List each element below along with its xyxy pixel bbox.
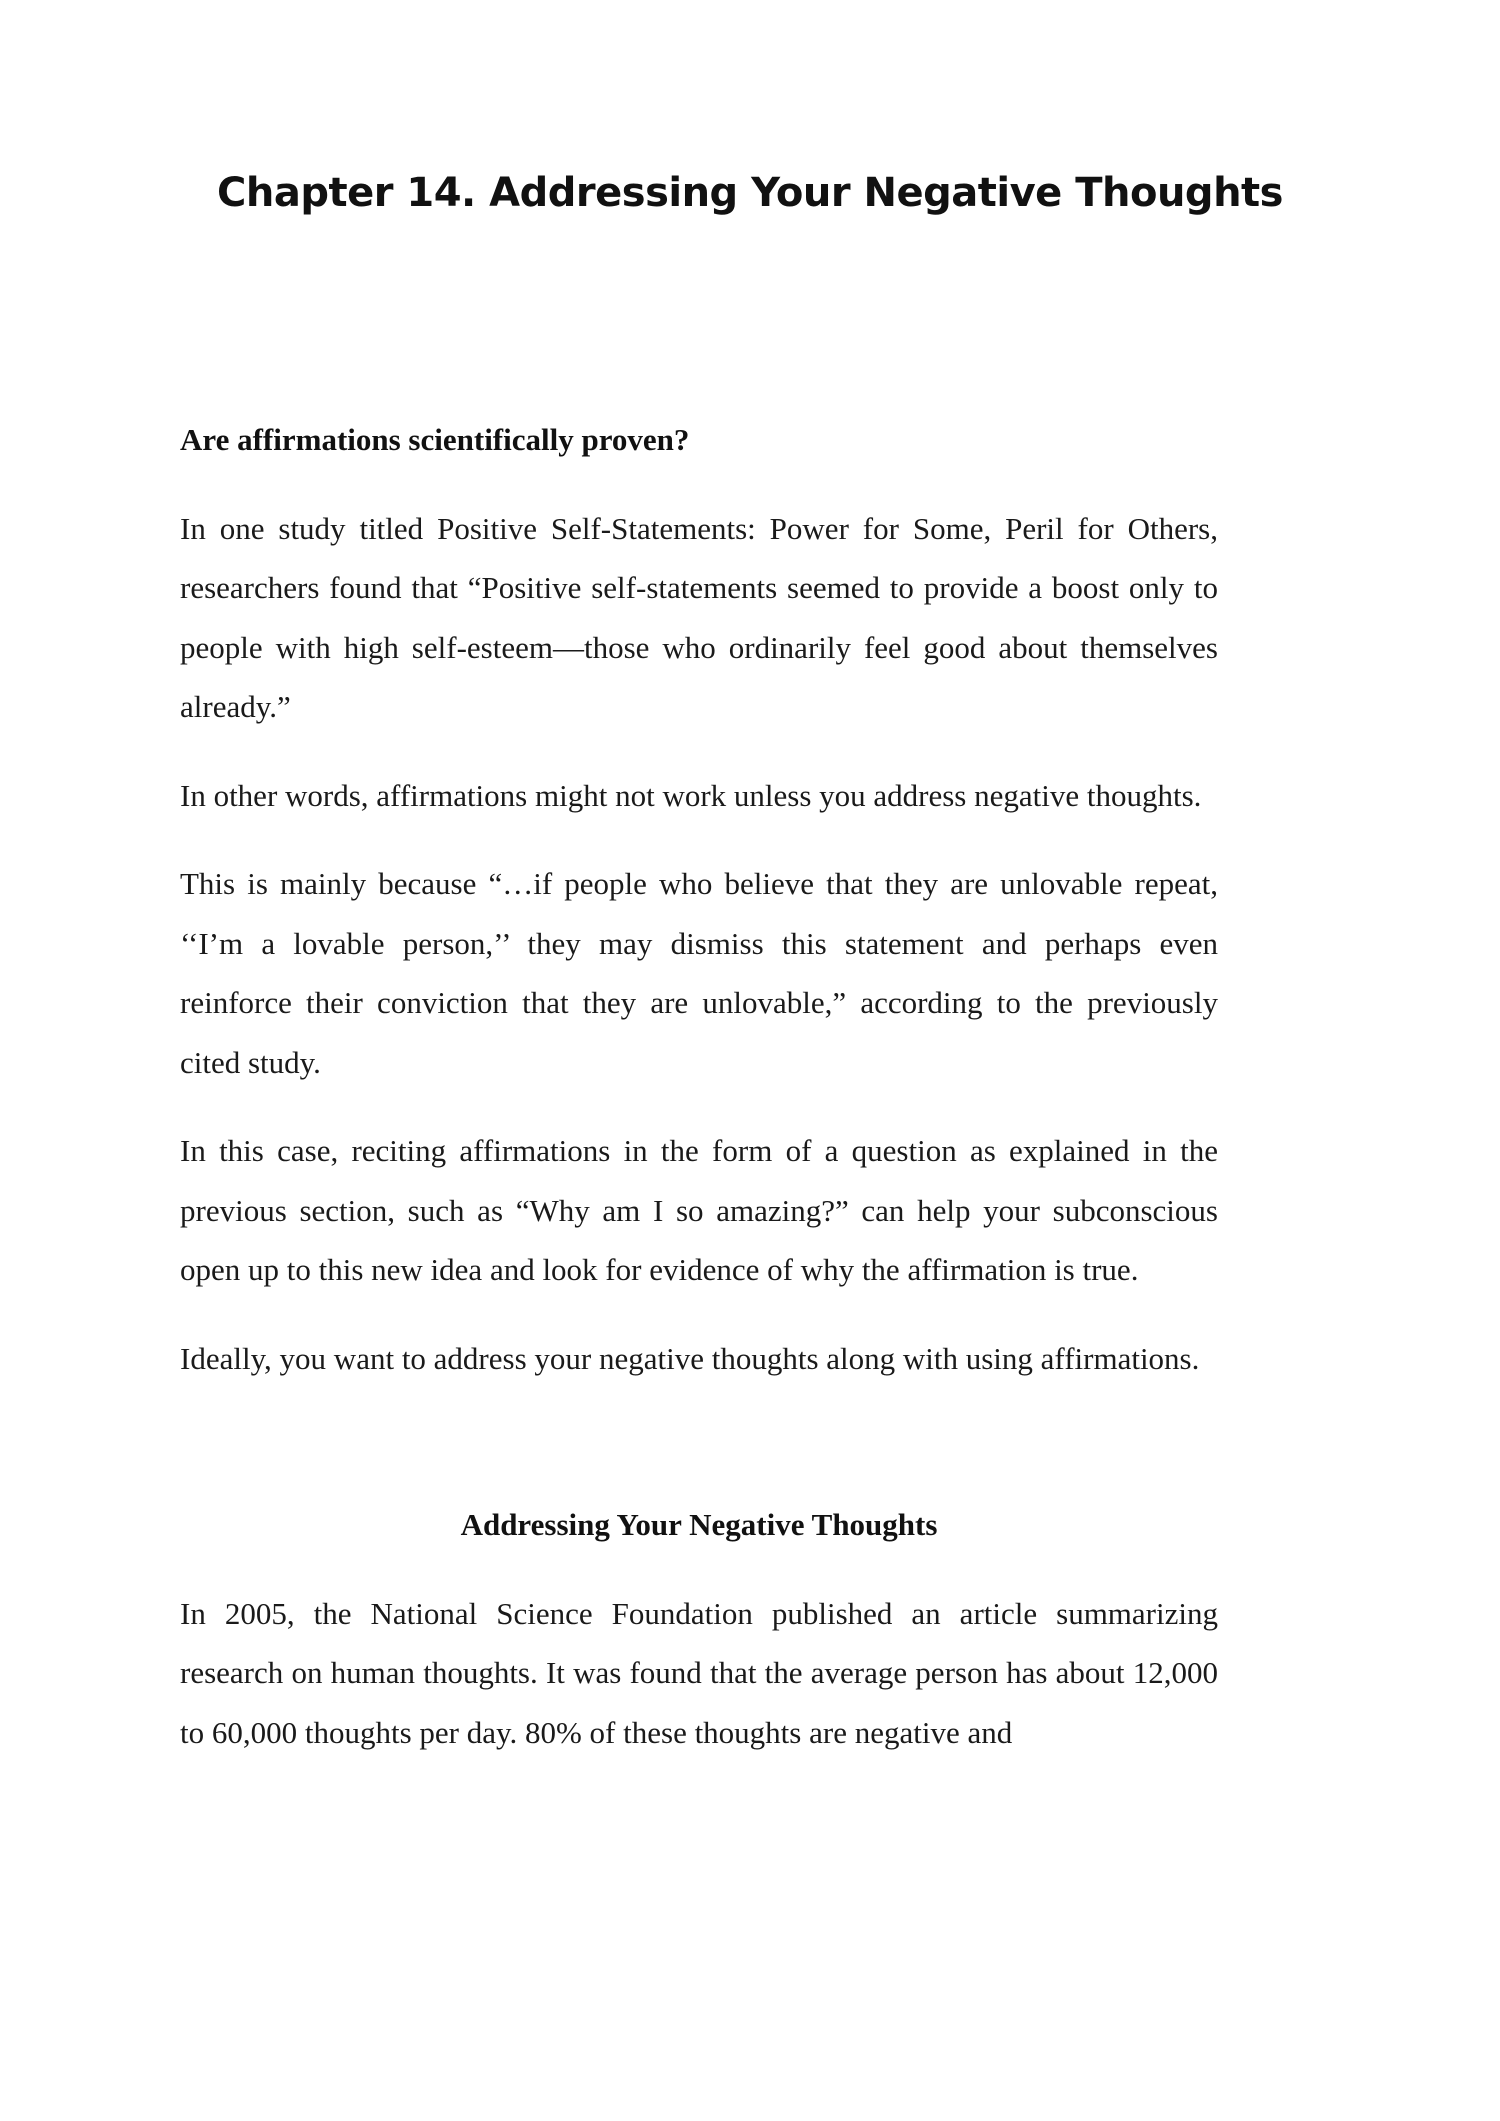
paragraph-this-case: In this case, reciting affirmations in the form of a question as explained in the previous section, such as “Why am I so amazing?” can help your subconscious open up to this new idea and look for evidence of why the affirmation is true. (180, 1133, 1218, 1287)
paragraph-study: In one study titled Positive Self-Statements: Power for Some, Peril for Others, researchers found that “Positive self-statements seemed to provide a boost only to people with high self-esteem—those who ordinarily feel good about themselves already.” (180, 510, 1218, 724)
chapter-title: Chapter 14. Addressing Your Negative Thoughts (217, 170, 1283, 216)
paragraph-other-words: In other words, affirmations might not work unless you address negative thoughts. (180, 777, 1202, 813)
section-heading-affirmations: Are affirmations scientifically proven? (180, 422, 690, 457)
paragraph-nsf-research: In 2005, the National Science Foundation published an article summarizing research on human thoughts. It was found that the average person has about 12,000 to 60,000 thoughts per day. 80% of these thoughts are negative and (180, 1595, 1218, 1750)
paragraph-mainly-because: This is mainly because “…if people who believe that they are unlovable repeat, ‘‘I’m a lovable person,’’ they may dismiss this statement and perhaps even reinforce their conviction that they are unlovable,” according to the previously cited study. (180, 866, 1218, 1080)
page-content (180, 410, 1218, 1791)
paragraph-ideally: Ideally, you want to address your negative thoughts along with using affirmations. (180, 1340, 1200, 1376)
section-heading-negative-thoughts: Addressing Your Negative Thoughts (460, 1507, 938, 1542)
